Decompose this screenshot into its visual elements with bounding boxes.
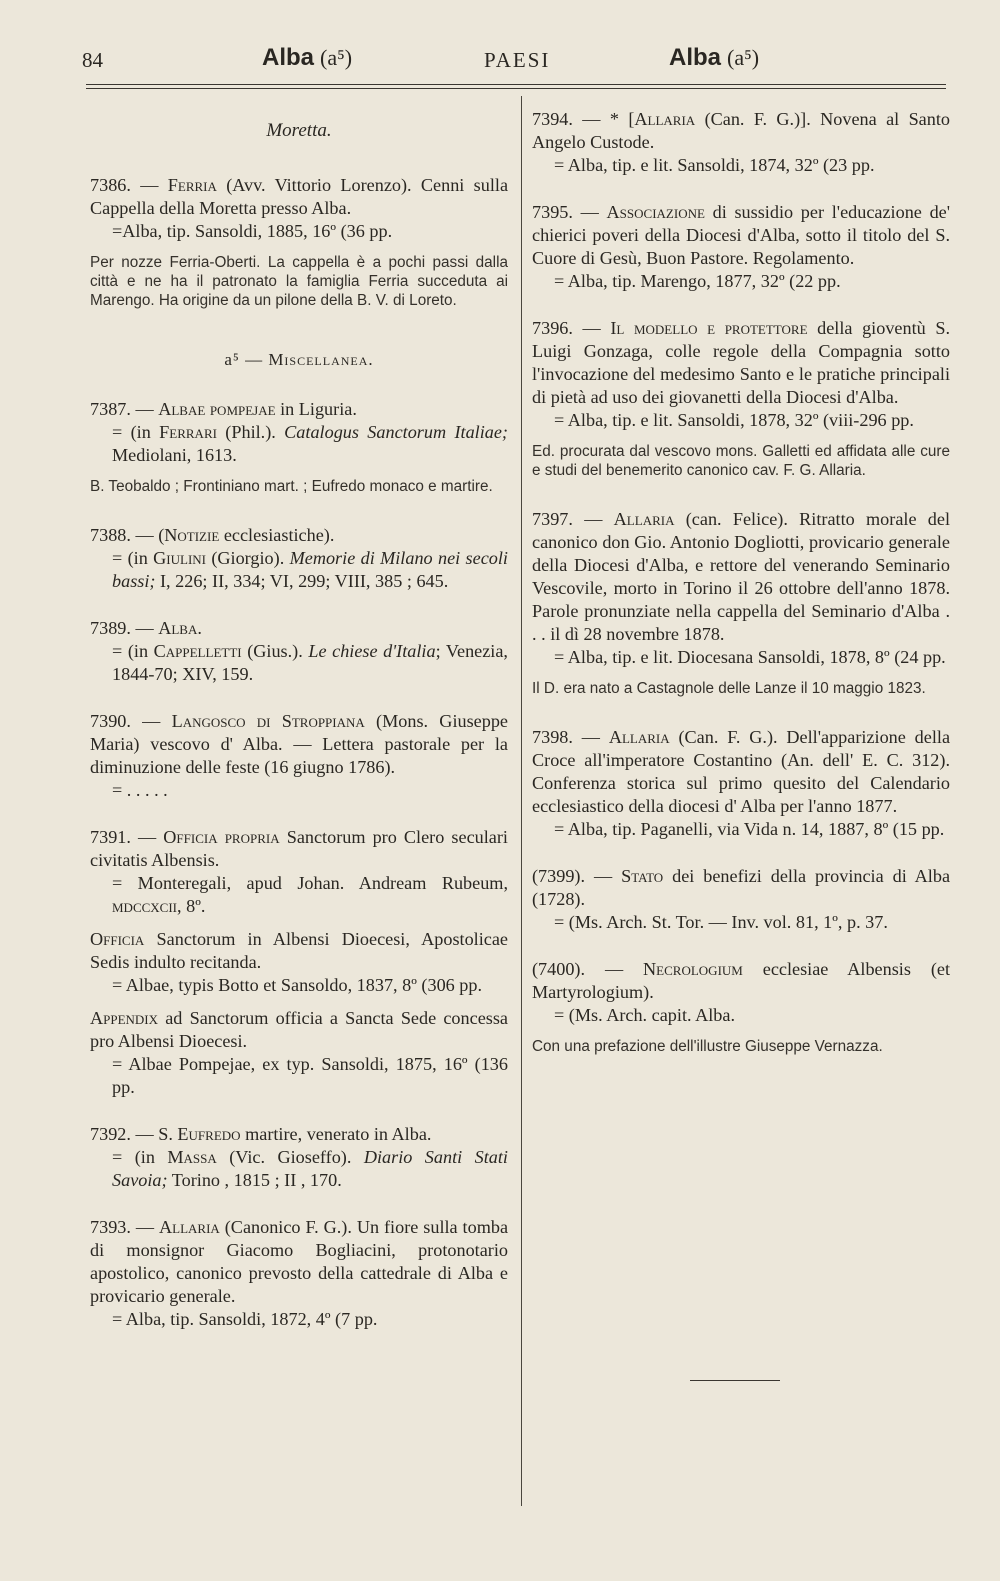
entry-number: (7399).: [532, 866, 586, 886]
column-divider: [521, 96, 522, 1506]
entry-source: [90, 1146, 508, 1192]
entry-7391: [90, 826, 508, 1099]
entry-dash: —: [580, 202, 599, 222]
entry-number: (7400).: [532, 959, 586, 979]
entry-dash: —: [135, 1124, 154, 1144]
source-author-first: (Giorgio).: [206, 548, 290, 568]
entry-dash: —: [581, 727, 600, 747]
entry-7393: [90, 1216, 508, 1331]
entry-imprint: = Albae Pompejae, ex typ. Sansoldi, 1875, 16º (136 pp.: [112, 1054, 508, 1097]
source-prefix: = (in: [112, 422, 160, 442]
entry-7400: [532, 958, 950, 1027]
imprint-format: , 8º.: [177, 896, 206, 916]
entry-title: Sanctorum pro Clero seculari civitatis Albensis.: [90, 827, 508, 870]
entry-number: 7390.: [90, 711, 131, 731]
end-rule: [690, 1380, 780, 1381]
entry-number: 7391.: [90, 827, 131, 847]
left-head-title: Alba: [262, 44, 315, 71]
entry-7398: [532, 726, 950, 841]
entry-7394: [532, 108, 950, 177]
right-running-head: [669, 44, 759, 80]
source-author: Massa: [167, 1147, 217, 1167]
entry-prefix: S.: [153, 1124, 178, 1144]
entry-title: (Avv. Vittorio Lorenzo). Cenni sulla Cappella della Moretta presso Alba.: [90, 175, 509, 218]
entry-number: 7392.: [90, 1124, 131, 1144]
entry-author: Allaria: [608, 727, 670, 747]
entry-imprint: = (Ms. Arch. St. Tor. — Inv. vol. 81, 1º, p. 37.: [554, 912, 888, 932]
page-number: 84: [82, 48, 103, 72]
source-author-first: (Gius.).: [241, 641, 309, 661]
entry-author: Associazione: [606, 202, 705, 222]
entry-source: [90, 547, 508, 593]
paren-open: (: [153, 525, 165, 545]
entry-title-caps: Eufredo: [177, 1124, 241, 1144]
right-column: [532, 108, 950, 1084]
entry-imprint: = . . . . .: [112, 780, 168, 800]
header-rule-bottom: [86, 88, 946, 89]
entry-title: (Mons. Giuseppe Maria) vescovo d' Alba. — Lettera pastorale per la diminuzione delle feste (16 giugno 1786).: [90, 711, 508, 777]
entry-subtitle: [90, 928, 508, 974]
entry-title: di sussidio per l'educazione de' chierici poveri della Diocesi d'Alba, sotto il titolo del S. Cuore di Gesù, Buon Pastore. Regolamento.: [532, 202, 951, 268]
entry-number: 7395.: [532, 202, 573, 222]
source-imprint: Torino , 1815 ; II , 170.: [167, 1170, 342, 1190]
entry-title: (Can. F. G.)]. Novena al Santo Angelo Custode.: [532, 109, 950, 152]
entry-title: dei benefizi della provincia di Alba (1728).: [532, 866, 951, 909]
entry-source: [90, 421, 508, 467]
entry-7392: [90, 1123, 508, 1192]
entry-title-caps: Alba.: [158, 618, 202, 638]
entry-number: 7394.: [532, 109, 573, 129]
entry-7395: [532, 201, 950, 293]
entry-title-caps: Notizie: [164, 525, 220, 545]
entry-7387: [90, 398, 508, 467]
entry-title-caps: Officia propria: [163, 827, 280, 847]
entry-title: della gioventù S. Luigi Gonzaga, colle regole della Compagnia sotto l'invocazione del medesimo Santo e le pratiche principali di pietà ad uso dei giovanetti della Diocesi d'Alba.: [532, 318, 951, 407]
entry-note: Ed. procurata dal vescovo mons. Galletti ed affidata alle cure e studi del benemerito canonico cav. F. G. Allaria.: [532, 443, 950, 479]
left-running-head: [262, 44, 352, 80]
entry-7389: [90, 617, 508, 686]
source-author: Cappelletti: [153, 641, 242, 661]
entry-author: Ferria: [167, 175, 217, 195]
source-author: Ferrari: [159, 422, 217, 442]
appendix-caps: Appendix: [90, 1008, 159, 1028]
source-title: Memorie di Milano nei secoli bassi;: [112, 548, 508, 591]
left-head-code: (a⁵): [320, 45, 353, 70]
entry-author: Allaria: [159, 1217, 220, 1237]
center-running-head: PAESI: [484, 48, 551, 72]
source-author: Giulini: [153, 548, 206, 568]
entry-dash: —: [582, 109, 601, 129]
entry-7396: [532, 317, 950, 432]
entry-title: (Can. F. G.). Dell'apparizione della Croce all'imperatore Costantino (An. dell' E. C. 312). Conferenza storica sul primo quesito del Calendario ecclesiastico della diocesi d' Alba per l'anno 1877.: [532, 727, 951, 816]
entry-dash: —: [138, 827, 157, 847]
entry-title: martire, venerato in Alba.: [240, 1124, 432, 1144]
entry-7397: [532, 508, 950, 669]
entry-dash: —: [142, 711, 161, 731]
entry-number: 7397.: [532, 509, 573, 529]
entry-dash: —: [582, 318, 601, 338]
imprint-place: = Monteregali, apud Johan. Andream Rubeum,: [112, 873, 508, 893]
source-author-first: (Vic. Gioseffo).: [216, 1147, 364, 1167]
right-head-title: Alba: [669, 44, 722, 71]
entry-note: B. Teobaldo ; Frontiniano mart. ; Eufredo monaco e martire.: [90, 478, 493, 495]
entry-author: Allaria: [613, 509, 675, 529]
appendix-text: ad Sanctorum officia a Sancta Sede concessa pro Albensi Dioecesi.: [90, 1008, 508, 1051]
entry-imprint: = Alba, tip. e lit. Diocesana Sansoldi, 1878, 8º (24 pp.: [554, 647, 946, 667]
entry-note: Con una prefazione dell'illustre Giuseppe Vernazza.: [532, 1038, 883, 1055]
entry-dash: —: [593, 866, 613, 886]
right-head-code: (a⁵): [727, 45, 760, 70]
entry-title-caps: Albae pompejae: [158, 399, 276, 419]
entry-imprint: = (Ms. Arch. capit. Alba.: [554, 1005, 735, 1025]
entry-imprint: = Alba, tip. e lit. Sansoldi, 1874, 32º (23 pp.: [554, 155, 875, 175]
source-title: Catalogus Sanctorum Italiae;: [284, 422, 508, 442]
entry-author: Necrologium: [643, 959, 743, 979]
entry-author: Langosco di Stroppiana: [171, 711, 365, 731]
entry-dash: —: [135, 525, 154, 545]
source-title: Le chiese d'Italia: [308, 641, 436, 661]
source-imprint: ; Venezia, 1844-70; XIV, 159.: [112, 641, 508, 684]
entry-imprint: = Albae, typis Botto et Sansoldo, 1837, 8º (306 pp.: [112, 975, 483, 995]
entry-number: 7396.: [532, 318, 573, 338]
source-author-first: (Phil.).: [216, 422, 285, 442]
entry-number: 7386.: [90, 175, 131, 195]
entry-title: (can. Felice). Ritratto morale del canonico don Gio. Antonio Dogliotti, provicario generale della Diocesi d'Alba, e rettore del venerando Seminario Vescovile, morto in Torino il 26 ottobre dell'anno 1878. Parole pronunziate nella cappella del Seminario d'Alba . . . il dì 28 novembre 1878.: [532, 509, 951, 644]
imprint-year-roman: mdccxcii: [112, 896, 178, 916]
subsection-heading: Moretta.: [266, 120, 332, 141]
source-prefix: = (in: [112, 641, 154, 661]
section-code: a⁵: [224, 350, 240, 369]
entry-imprint: = Alba, tip. Paganelli, via Vida n. 14, 1887, 8º (15 pp.: [554, 819, 945, 839]
entry-title: ecclesiae Albensis (et Martyrologium).: [532, 959, 951, 1002]
entry-appendix: [90, 1007, 508, 1053]
entry-title: (Canonico F. G.). Un fiore sulla tomba di monsignor Giacomo Bogliacini, protonotario apostolico, canonico prevosto della cattedrale di Alba e provicario generale.: [90, 1217, 509, 1306]
entry-imprint: = Alba, tip. Sansoldi, 1872, 4º (7 pp.: [112, 1309, 378, 1329]
entry-source: [90, 640, 508, 686]
entry-imprint: = Alba, tip. e lit. Sansoldi, 1878, 32º (viii-296 pp.: [554, 410, 914, 430]
left-column: [90, 108, 508, 1355]
entry-author: Allaria: [634, 109, 696, 129]
entry-7390: [90, 710, 508, 802]
entry-dash: —: [135, 1217, 155, 1237]
section-heading: [90, 350, 508, 370]
entry-note: Il D. era nato a Castagnole delle Lanze il 10 maggio 1823.: [532, 680, 926, 697]
entry-dash: —: [135, 399, 154, 419]
entry-dash: —: [604, 959, 624, 979]
entry-author: Stato: [621, 866, 664, 886]
subtitle-text: Sanctorum in Albensi Dioecesi, Apostolicae Sedis indulto recitanda.: [90, 929, 508, 972]
entry-imprint: [90, 872, 508, 918]
entry-number: 7398.: [532, 727, 573, 747]
entry-number: 7393.: [90, 1217, 131, 1237]
source-title: Diario Santi Stati Savoia;: [112, 1147, 508, 1190]
section-dash: —: [245, 350, 264, 369]
entry-note: Per nozze Ferria-Oberti. La cappella è a pochi passi dalla città e ne ha il patronato la famiglia Ferria succeduta ai Marengo. Ha origine da un pilone della B. V. di Loreto.: [90, 254, 508, 309]
entry-number: 7389.: [90, 618, 131, 638]
entry-author: Il modello e protettore: [610, 318, 808, 338]
subtitle-caps: Officia: [90, 929, 145, 949]
entry-7399: [532, 865, 950, 934]
entry-7388: [90, 524, 508, 593]
entry-imprint: =Alba, tip. Sansoldi, 1885, 16º (36 pp.: [112, 221, 393, 241]
header-rule-top: [86, 84, 946, 85]
entry-7386: [90, 174, 508, 243]
entry-number: 7388.: [90, 525, 131, 545]
entry-prefix: * [: [600, 109, 635, 129]
entry-imprint: = Alba, tip. Marengo, 1877, 32º (22 pp.: [554, 271, 841, 291]
source-imprint: Mediolani, 1613.: [112, 445, 237, 465]
source-prefix: = (in: [112, 1147, 168, 1167]
entry-title: in Liguria.: [275, 399, 357, 419]
entry-dash: —: [135, 618, 154, 638]
entry-dash: —: [584, 509, 603, 529]
section-title: Miscellanea.: [268, 350, 374, 369]
entry-dash: —: [140, 175, 159, 195]
entry-title: ecclesiastiche).: [219, 525, 335, 545]
source-prefix: = (in: [112, 548, 154, 568]
source-imprint: I, 226; II, 334; VI, 299; VIII, 385 ; 645.: [155, 571, 449, 591]
entry-number: 7387.: [90, 399, 131, 419]
